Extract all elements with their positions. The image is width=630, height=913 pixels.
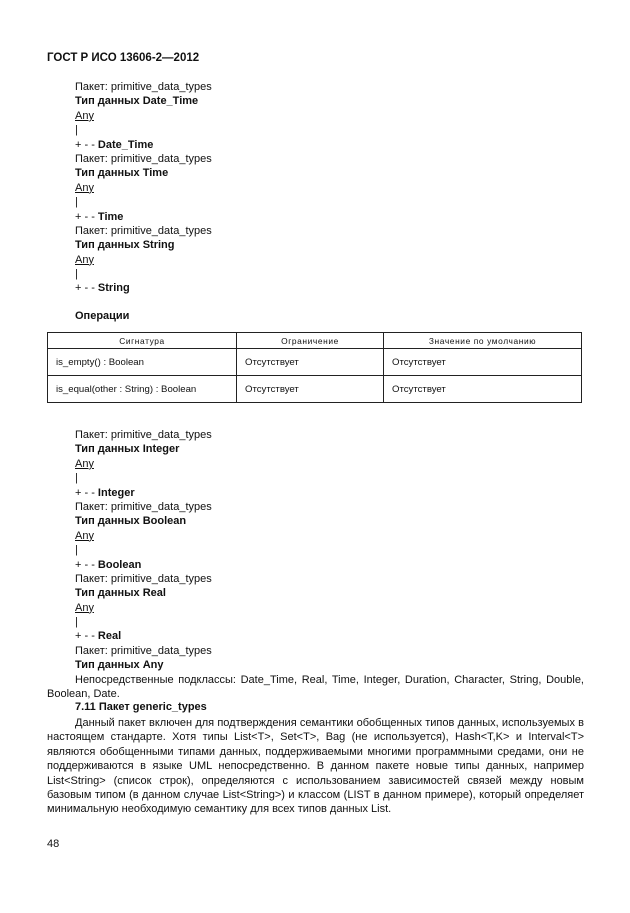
default-cell: Отсутствует	[384, 349, 582, 376]
inheritance-connector: |	[75, 472, 78, 485]
datatype-title: Тип данных Time	[75, 167, 169, 180]
subclasses-paragraph: Непосредственные подклассы: Date_Time, Real, Time, Integer, Duration, Character, String, Double, Boolean, Date.	[47, 674, 584, 701]
datatype-title: Тип данных Integer	[75, 443, 180, 456]
page-number: 48	[47, 838, 60, 850]
datatype-block-1	[75, 80, 212, 296]
datatype-title: Тип данных Real	[75, 587, 166, 600]
inheritance-connector: |	[75, 124, 78, 137]
document-header: ГОСТ Р ИСО 13606-2—2012	[47, 52, 200, 64]
datatype-block-2	[75, 428, 212, 673]
signature-cell: is_empty() : Boolean	[48, 349, 237, 376]
package-line: Пакет: primitive_data_types	[75, 152, 212, 165]
supertype-name: Any	[75, 109, 94, 122]
datatype-title: Тип данных Any	[75, 659, 164, 672]
table-row	[48, 376, 582, 403]
inheritance-prefix: + - -	[75, 630, 98, 643]
inheritance-connector: |	[75, 196, 78, 209]
datatype-title: Тип данных Date_Time	[75, 95, 199, 108]
inheritance-line	[75, 629, 212, 643]
inheritance-connector: |	[75, 544, 78, 557]
subtype-name: Real	[97, 630, 122, 643]
supertype-name: Any	[75, 181, 94, 194]
column-header-constraint: Ограничение	[237, 333, 384, 349]
inheritance-line	[75, 210, 212, 224]
package-line: Пакет: primitive_data_types	[75, 81, 212, 93]
supertype-name: Any	[75, 457, 94, 470]
table-header-row	[48, 333, 582, 349]
inheritance-prefix: + - -	[75, 282, 98, 295]
supertype-name: Any	[75, 253, 94, 266]
subtype-name: Boolean	[97, 558, 142, 571]
inheritance-connector: |	[75, 616, 78, 629]
section-heading: 7.11 Пакет generic_types	[75, 701, 207, 713]
inheritance-line	[75, 281, 212, 295]
constraint-cell: Отсутствует	[237, 349, 384, 376]
supertype-name: Any	[75, 601, 94, 614]
inheritance-connector: |	[75, 268, 78, 281]
supertype-name: Any	[75, 529, 94, 542]
table-row	[48, 349, 582, 376]
column-header-signature: Сигнатура	[48, 333, 237, 349]
package-line: Пакет: primitive_data_types	[75, 224, 212, 237]
inheritance-prefix: + - -	[75, 558, 98, 571]
signature-cell: is_equal(other : String) : Boolean	[48, 376, 237, 403]
package-line: Пакет: primitive_data_types	[75, 644, 212, 657]
subtype-name: String	[97, 282, 130, 295]
package-line: Пакет: primitive_data_types	[75, 500, 212, 513]
inheritance-line	[75, 138, 212, 152]
subtype-name: Integer	[97, 486, 135, 499]
inheritance-prefix: + - -	[75, 486, 98, 499]
package-line: Пакет: primitive_data_types	[75, 429, 212, 441]
inheritance-prefix: + - -	[75, 138, 98, 151]
datatype-title: Тип данных String	[75, 239, 175, 252]
operations-heading: Операции	[75, 310, 130, 322]
constraint-cell: Отсутствует	[237, 376, 384, 403]
default-cell: Отсутствует	[384, 376, 582, 403]
inheritance-line	[75, 558, 212, 572]
inheritance-line	[75, 486, 212, 500]
package-line: Пакет: primitive_data_types	[75, 572, 212, 585]
subtype-name: Date_Time	[97, 138, 154, 151]
column-header-default: Значение по умолчанию	[384, 333, 582, 349]
subtype-name: Time	[97, 210, 124, 223]
datatype-title: Тип данных Boolean	[75, 515, 187, 528]
inheritance-prefix: + - -	[75, 210, 98, 223]
section-paragraph: Данный пакет включен для подтверждения семантики обобщенных типов данных, используемых в настоящем стандарте. Хотя типы List<T>, Set<T>, Bag (не используется), Hash<T,K> и Interval<T> являются обобщенными типами данных, поддерживаемыми многими программными средами, они не поддерживаются в языке UML непосредственно. В данном пакете новые типы данных, например List<String> (список строк), определяются с использованием зависимостей связей между новым базовым типом (в данном случае List<String>) и классом (LIST в данном примере), который определяет минимальную необходимую семантику для всех типов данных List.	[47, 717, 584, 816]
operations-table	[47, 332, 582, 403]
